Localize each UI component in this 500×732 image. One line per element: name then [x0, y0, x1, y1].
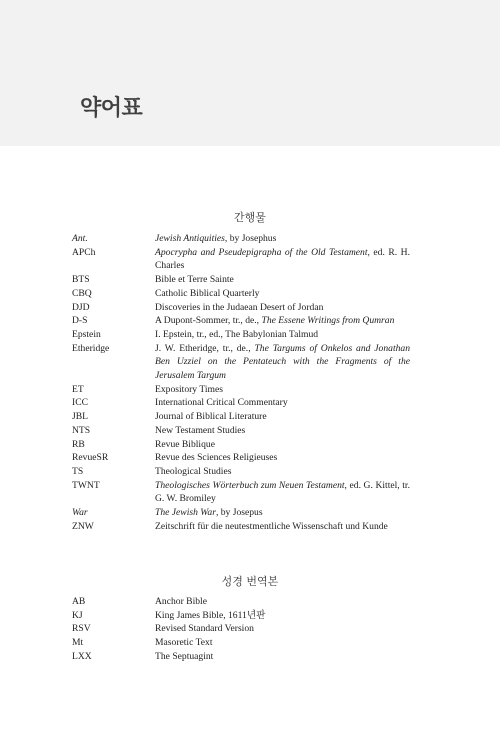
- description-text: The Essene Writings from Qumran: [261, 315, 395, 327]
- description-text: The Targums of Onkelos and Jonathan Ben Uzziel on the Pentateuch with the Fragments of the Jerusalem Targum: [155, 342, 410, 382]
- abbreviation-row: [72, 451, 410, 465]
- abbreviation-description: [155, 342, 410, 383]
- description-text: Jewish Antiquities: [155, 233, 225, 244]
- abbreviation: CBQ: [72, 287, 92, 299]
- abbreviation-row: [72, 287, 410, 301]
- abbreviation: RevueSR: [72, 452, 109, 464]
- description-text: The Septuagint: [155, 650, 214, 662]
- abbreviation: Epstein: [72, 328, 101, 340]
- abbreviation-description: [155, 451, 410, 465]
- abbreviation-description: [155, 479, 410, 506]
- description-text: Discoveries in the Judaean Desert of Jordan: [155, 301, 324, 313]
- abbreviation-row: [72, 479, 410, 506]
- description-text: , by Josephus: [224, 233, 277, 244]
- abbreviation-description: [155, 424, 410, 438]
- abbreviation-list-publications: [72, 232, 410, 533]
- abbreviation: TS: [72, 465, 84, 477]
- abbreviation-description: [155, 383, 410, 397]
- abbreviation: KJ: [72, 609, 83, 621]
- description-text: The Jewish War: [155, 507, 216, 519]
- abbreviation-description: [155, 609, 410, 623]
- abbreviation: Ant.: [72, 233, 88, 244]
- abbreviation-description: [155, 314, 410, 328]
- abbreviation-row: [72, 609, 410, 623]
- abbreviation-row: [72, 246, 410, 273]
- header-band: [0, 0, 500, 146]
- abbreviation-row: [72, 438, 410, 452]
- abbreviation-description: [155, 506, 410, 520]
- abbreviation-description: [155, 622, 410, 636]
- abbreviation: RB: [72, 438, 85, 450]
- abbreviation: RSV: [72, 623, 91, 635]
- description-text: Expository Times: [155, 383, 223, 395]
- description-text: Revue Biblique: [155, 438, 215, 450]
- abbreviation-description: [155, 328, 410, 342]
- abbreviation-description: [155, 650, 410, 664]
- description-text: Anchor Bible: [155, 596, 207, 607]
- abbreviation: D-S: [72, 315, 88, 327]
- abbreviation-row: [72, 650, 410, 664]
- description-text: Bible et Terre Sainte: [155, 274, 234, 286]
- abbreviation-description: [155, 595, 410, 609]
- abbreviation-description: [155, 287, 410, 301]
- abbreviation: ICC: [72, 397, 88, 409]
- abbreviation-row: [72, 232, 410, 246]
- description-text: Revised Standard Version: [155, 623, 254, 635]
- description-text: Masoretic Text: [155, 637, 213, 649]
- description-text: , ed. G. Kittel, tr. G. W. Bromiley: [155, 479, 410, 505]
- abbreviation-description: [155, 301, 410, 315]
- abbreviation: APCh: [72, 246, 96, 258]
- abbreviation-row: [72, 506, 410, 520]
- abbreviation-row: [72, 622, 410, 636]
- abbreviation-row: [72, 301, 410, 315]
- section-heading-bible-versions: 성경 번역본: [221, 575, 279, 588]
- description-text: , by Josepus: [215, 507, 263, 519]
- description-text: Theologisches Wörterbuch zum Neuen Testament: [155, 479, 345, 491]
- description-text: , ed. R. H. Charles: [155, 246, 410, 272]
- abbreviation-row: [72, 314, 410, 328]
- page-title: 약어표: [80, 96, 143, 121]
- abbreviation: BTS: [72, 274, 90, 286]
- description-text: Journal of Biblical Literature: [155, 411, 267, 423]
- abbreviation: Mt: [72, 637, 84, 649]
- description-text: Zeitschrift für die neutestmentliche Wissenschaft und Kunde: [155, 520, 388, 532]
- abbreviation-row: [72, 396, 410, 410]
- abbreviation: DJD: [72, 301, 90, 313]
- abbreviation-row: [72, 636, 410, 650]
- abbreviation-description: [155, 273, 410, 287]
- section-heading-publications: 간행물: [234, 211, 266, 224]
- abbreviation: ET: [72, 383, 84, 395]
- abbreviation-row: [72, 520, 410, 534]
- description-text: Apocrypha and Pseudepigrapha of the Old Testament: [155, 246, 368, 258]
- abbreviation: TWNT: [72, 479, 100, 491]
- abbreviation: LXX: [72, 650, 92, 662]
- abbreviation-row: [72, 328, 410, 342]
- abbreviation-row: [72, 383, 410, 397]
- description-text: Theological Studies: [155, 465, 232, 477]
- abbreviation: War: [72, 507, 88, 519]
- abbreviation-description: [155, 438, 410, 452]
- abbreviation-description: [155, 396, 410, 410]
- description-text: I. Epstein, tr., ed., The Babylonian Talmud: [155, 328, 319, 340]
- abbreviation-row: [72, 273, 410, 287]
- abbreviation: ZNW: [72, 520, 94, 532]
- abbreviation-description: [155, 232, 410, 246]
- abbreviation-list-bible-versions: [72, 595, 410, 664]
- abbreviation-description: [155, 636, 410, 650]
- description-text: A Dupont-Sommer, tr., de.,: [155, 315, 262, 327]
- description-text: Revue des Sciences Religieuses: [155, 452, 278, 464]
- description-text: Catholic Biblical Quarterly: [155, 287, 260, 299]
- abbreviation-description: [155, 465, 410, 479]
- abbreviation-row: [72, 465, 410, 479]
- description-text: New Testament Studies: [155, 424, 246, 436]
- abbreviation-row: [72, 410, 410, 424]
- abbreviation-row: [72, 424, 410, 438]
- abbreviation-description: [155, 246, 410, 273]
- abbreviation: NTS: [72, 424, 91, 436]
- abbreviation-description: [155, 520, 410, 534]
- abbreviation-row: [72, 342, 410, 383]
- abbreviation-description: [155, 410, 410, 424]
- description-text: J. W. Etheridge, tr., de.,: [155, 342, 255, 354]
- description-text: International Critical Commentary: [155, 397, 288, 409]
- description-text: King James Bible, 1611년판: [155, 609, 266, 621]
- abbreviation: Etheridge: [72, 342, 110, 354]
- abbreviation-row: [72, 595, 410, 609]
- abbreviation: JBL: [72, 411, 88, 423]
- abbreviation: AB: [72, 596, 86, 607]
